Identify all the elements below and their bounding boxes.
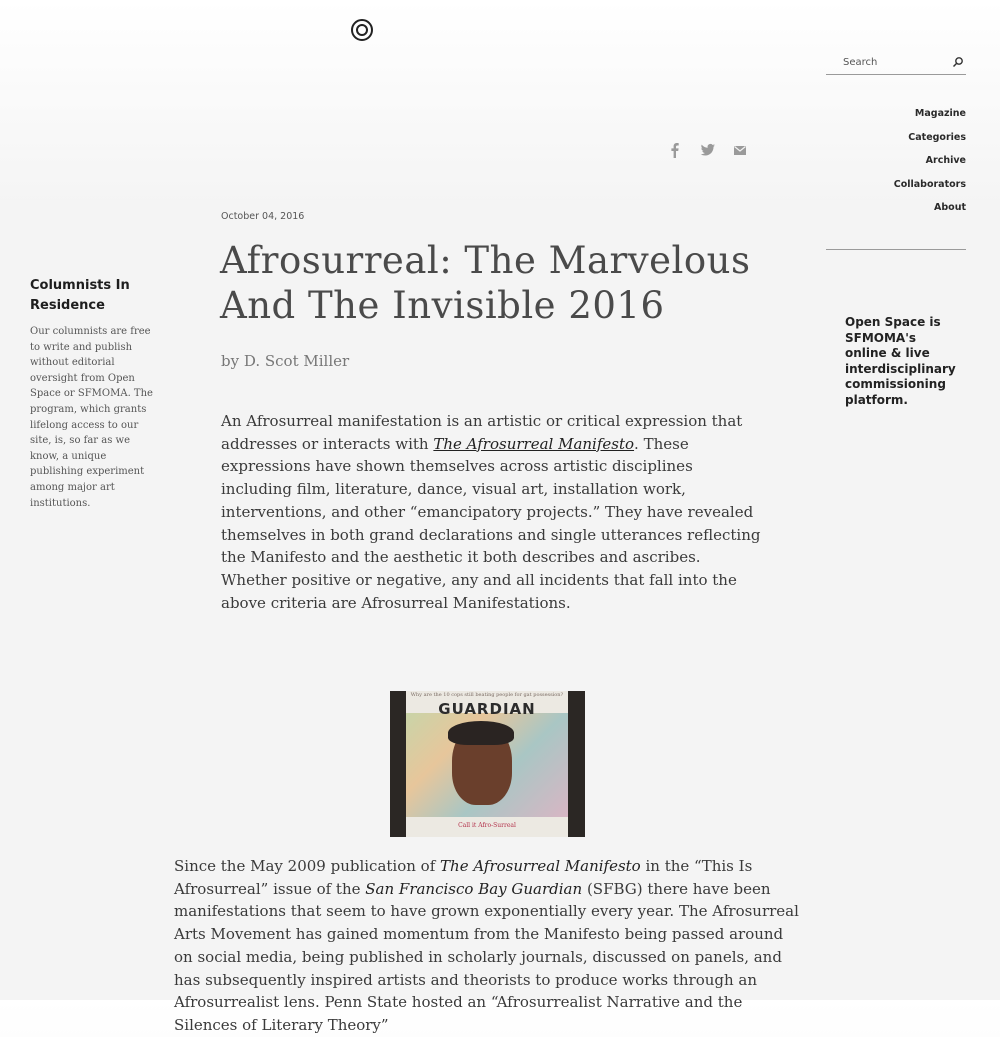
cover-caption: Call it Afro-Surreal [458, 822, 516, 829]
sfmoma-logo-icon[interactable] [351, 19, 373, 41]
mail-icon[interactable] [733, 142, 747, 162]
article-title: Afrosurreal: The Marvelous And The Invisible 2016 [220, 239, 751, 327]
facebook-icon[interactable] [668, 142, 682, 162]
nav-about[interactable]: About [934, 202, 966, 213]
article-byline: by D. Scot Miller [221, 352, 350, 370]
body-text-1: Since the May 2009 publication of [174, 857, 441, 875]
site-tagline: Open Space is SFMOMA's online & live interdisciplinary commissioning platform. [845, 315, 956, 407]
intro-paragraph [221, 410, 766, 614]
manifesto-link[interactable]: The Afrosurreal Manifesto [433, 434, 635, 453]
cover-masthead: GUARDIAN [438, 700, 536, 718]
nav-categories[interactable]: Categories [908, 131, 966, 143]
cover-kicker: Why are the 10 cops still beating people for gat possession? [410, 692, 564, 698]
intro-text-start: An Afrosurreal manifestation is an artistic or critical expression that addresses or interacts with [221, 412, 743, 453]
nav-archive[interactable]: Archive [925, 155, 966, 166]
intro-text-end: . These expressions have shown themselves across artistic disciplines including film, literature, dance, visual art, installation work, interventions, and other “emancipatory projects.” They have revealed themselves in both grand declarations and single utterances reflecting the Manifesto and the aesthetic it both describes and ascribes. Whether positive or negative, any and all incidents that fall into the above criteria are Afrosurreal Manifestations. [221, 434, 761, 612]
guardian-cover-image [390, 691, 585, 837]
magnifier-icon[interactable] [952, 56, 964, 68]
body-text-2: in the “This Is Afrosurreal” issue of the [174, 857, 753, 898]
sidebar-title: Columnists In Residence [30, 278, 130, 313]
body-paragraph [174, 855, 799, 1037]
guardian-title: San Francisco Bay Guardian [365, 879, 583, 898]
newspaper-cover [406, 691, 568, 837]
twitter-icon[interactable] [700, 142, 716, 162]
manifesto-title: The Afrosurreal Manifesto [440, 857, 641, 875]
nav-divider [826, 249, 966, 250]
search-box[interactable] [826, 52, 966, 75]
article-date: October 04, 2016 [221, 211, 305, 222]
nav-magazine[interactable]: Magazine [914, 108, 966, 119]
main-nav [894, 108, 966, 226]
sidebar-description: Our columnists are free to write and publish without editorial oversight from Open Space or SFMOMA. The program, which grants lifelong access to our site, is, so far as we know, a unique publishing experiment among major art institutions. [30, 326, 153, 509]
body-text-3: (SFBG) there have been manifestations that seem to have grown exponentially every year. The Afrosurreal Arts Movement has gained momentum from the Manifesto being passed around on social media, being published in scholarly journals, discussed on panels, and has subsequently inspired artists and theorists to produce works through an Afrosurrealist lens. Penn State hosted an “Afrosurrealist Narrative and the Silences of Literary Theory” [174, 879, 799, 1034]
cover-portrait-hat [448, 721, 514, 745]
search-input[interactable] [826, 52, 953, 72]
nav-collaborators[interactable]: Collaborators [893, 178, 966, 190]
